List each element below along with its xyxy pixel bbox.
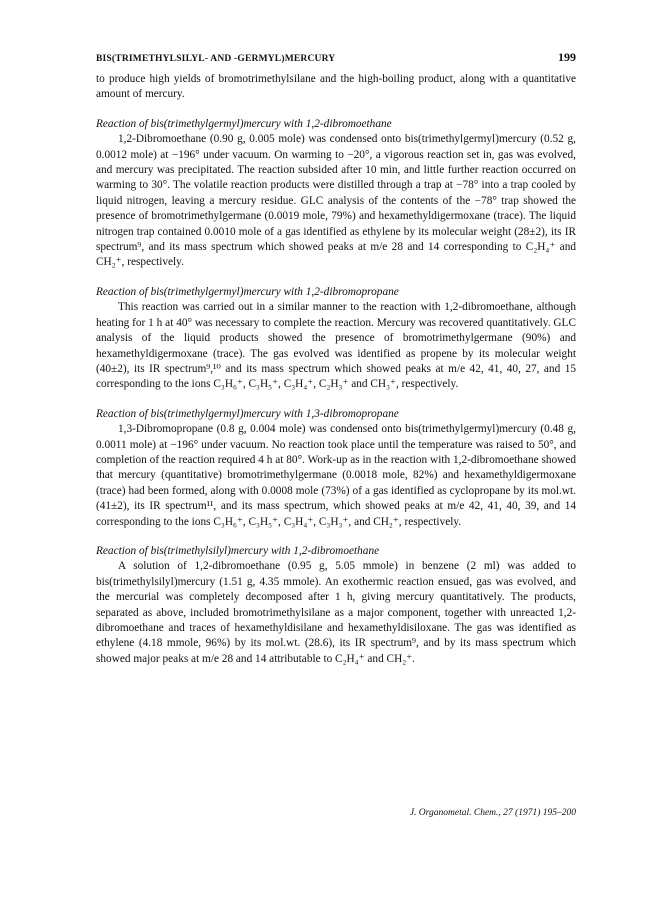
section-title-4: Reaction of bis(trimethylsilyl)mercury with 1,2-dibromoethane: [96, 544, 380, 557]
section-body-2: This reaction was carried out in a similar manner to the reaction with 1,2-dibromoethane, although heating for 1 h at 40° was necessary to complete the reaction. Mercury was recovered quantitatively. GLC analysis of the liquid products showed the presence of bromotrimethylgermane (90%) and hexamethyldigermoxane (trace). The gas evolved was identified as propene by its molecular weight (40±2), its IR spectrum⁹,¹⁰ and its mass spectrum which showed peaks at m/e 42, 41, 40, 27, and 15 corresponding to the ions C₃H₆⁺, C₃H₅⁺, C₃H₄⁺, C₂H₃⁺ and CH₃⁺, respectively.: [96, 301, 576, 391]
article-body: [96, 72, 576, 667]
intro-paragraph: to produce high yields of bromotrimethylsilane and the high-boiling product, along with a quantitative amount of mercury.: [96, 73, 576, 101]
page-header: [96, 50, 576, 65]
journal-citation: J. Organometal. Chem., 27 (1971) 195–200: [409, 808, 576, 818]
section-title-1: Reaction of bis(trimethylgermyl)mercury with 1,2-dibromoethane: [96, 117, 392, 130]
section-title-3: Reaction of bis(trimethylgermyl)mercury with 1,3-dibromopropane: [96, 407, 399, 420]
section-body-3: 1,3-Dibromopropane (0.8 g, 0.004 mole) was condensed onto bis(trimethylgermyl)mercury (0.48 g, 0.0011 mole) at −196° under vacuum. No reaction took place until the temperature was raised to 50°, and completion of the reaction required 4 h at 80°. Work-up as in the reaction with 1,2-dibromoethane showed that mercury (quantitative) bromotrimethylgermane (0.0018 mole, 82%) and hexamethyldigermoxane (trace) had been formed, along with 0.0008 mole (73%) of a gas identified as cyclopropane by its mol.wt. (41±2), its IR spectrum¹¹, and its mass spectrum, which showed peaks at m/e 42, 41, 40, 39, and 14 corresponding to the ions C₃H₆⁺, C₃H₅⁺, C₃H₄⁺, C₃H₃⁺, and CH₂⁺, respectively.: [96, 423, 576, 528]
section-title-2: Reaction of bis(trimethylgermyl)mercury with 1,2-dibromopropane: [96, 285, 399, 298]
section-body-4: A solution of 1,2-dibromoethane (0.95 g, 5.05 mmole) in benzene (2 ml) was added to bis(trimethylsilyl)mercury (1.51 g, 4.35 mmole). An exothermic reaction ensued, gas was evolved, and the mercurial was completely decomposed after 1 h, giving mercury quantitatively. The products, separated as above, included bromotrimethylsilane as a major component, together with unreacted 1,2-dibromoethane and traces of hexamethyldisilane and hexamethyldisiloxane. The gas was identified as ethylene (4.18 mmole, 96%) by its mol.wt. (28.6), its IR spectrum⁹, and by its mass spectrum which showed major peaks at m/e 28 and 14 attributable to C₂H₄⁺ and CH₂⁺.: [96, 560, 576, 665]
running-head: BIS(TRIMETHYLSILYL- AND -GERMYL)MERCURY: [96, 54, 336, 64]
page-number: 199: [558, 50, 576, 64]
section-body-1: 1,2-Dibromoethane (0.90 g, 0.005 mole) was condensed onto bis(trimethylgermyl)mercury (0.52 g, 0.0012 mole) at −196° under vacuum. On warming to −20°, a vigorous reaction set in, gas was evolved, and mercury was precipitated. The reaction subsided after 10 min, and little further reaction occurred on warming to 30°. The volatile reaction products were distilled through a trap at −78° into a trap cooled by liquid nitrogen, leaving a mercury residue. GLC analysis of the contents of the −78° trap showed the presence of bromotrimethylgermane (0.0019 mole, 79%) and hexamethyldigermoxane (trace). The liquid nitrogen trap contained 0.0010 mole of a gas identified as ethylene by its molecular weight (28±2), its IR spectrum⁹, and its mass spectrum which showed peaks at m/e 28 and 14 corresponding to C₂H₄⁺ and CH₂⁺, respectively.: [96, 133, 576, 269]
